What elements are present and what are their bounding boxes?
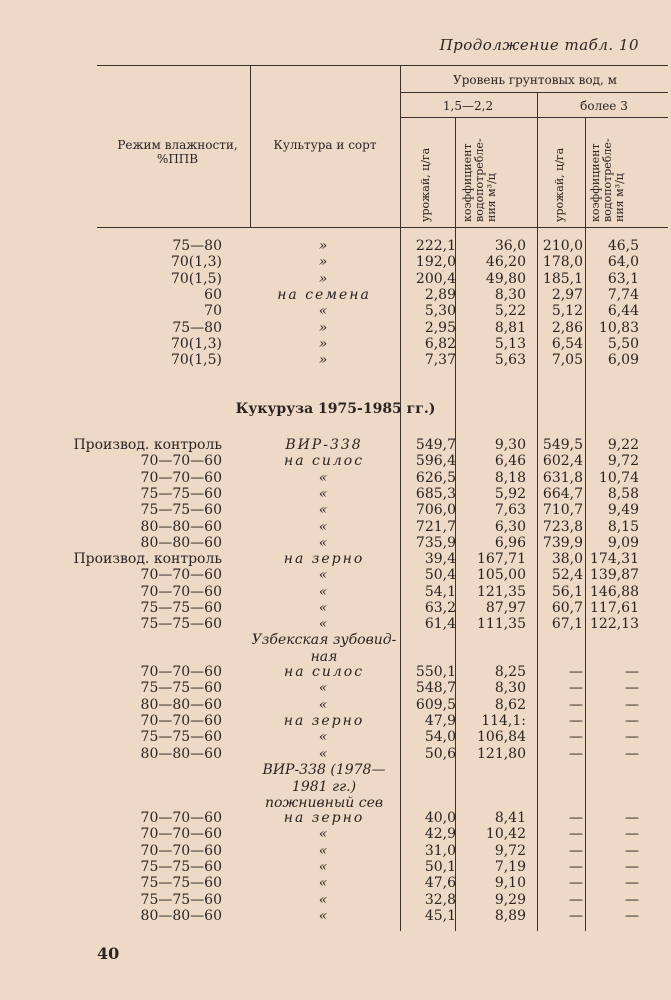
table-top-rule: [97, 65, 668, 66]
crop-cell: »: [318, 238, 330, 254]
header-level-2: более 3: [580, 99, 628, 113]
yield-2-cell: —: [569, 907, 583, 924]
yield-2-cell: 52,4: [551, 567, 583, 584]
coef-1-cell: 8,18: [494, 469, 526, 486]
page-number: 40: [97, 944, 120, 963]
yield-1-cell: 54,0: [424, 729, 456, 746]
yield-1-cell: 626,5: [415, 469, 456, 486]
yield-1-cell: 42,9: [424, 826, 456, 843]
coef-2-cell: 10,83: [598, 319, 639, 336]
variety-vir338-years: ВИР-338 (1978— 1981 гг.): [262, 762, 386, 795]
crop-cell: «: [318, 826, 330, 843]
header-groundwater: Уровень грунтовых вод, м: [453, 73, 617, 87]
regime-cell: 80—80—60: [140, 907, 222, 924]
yield-1-cell: 550,1: [415, 664, 456, 680]
coef-2-cell: —: [625, 858, 639, 875]
coef-2-cell: —: [625, 664, 639, 680]
coef-1-cell: 121,35: [477, 583, 526, 600]
coef-1-cell: 7,63: [494, 502, 526, 519]
yield-2-cell: 7,05: [551, 352, 583, 369]
yield-2-cell: —: [569, 826, 583, 843]
crop-cell: »: [318, 270, 330, 287]
regime-cell: 75—75—60: [140, 875, 222, 892]
section-title-maize: Кукуруза 1975-1985 гг.): [235, 401, 436, 417]
coef-1-cell: 8,30: [494, 680, 526, 697]
coef-2-cell: 63,1: [607, 270, 639, 287]
coef-2-cell: —: [625, 842, 639, 859]
coef-1-cell: 8,89: [494, 907, 526, 924]
yield-1-cell: 7,37: [424, 352, 456, 369]
regime-cell: Производ. контроль: [73, 437, 222, 453]
crop-cell: «: [318, 534, 330, 551]
coef-1-cell: 5,22: [494, 303, 526, 320]
coef-2-cell: —: [625, 729, 639, 746]
regime-cell: 70(1,3): [170, 335, 222, 352]
coef-1-cell: 7,19: [494, 858, 526, 875]
crop-cell: «: [318, 858, 330, 875]
col-rule-1: [250, 65, 251, 227]
crop-cell: «: [318, 891, 330, 908]
coef-2-cell: 64,0: [607, 254, 639, 271]
crop-cell: на зерно: [283, 810, 365, 826]
crop-cell: «: [318, 469, 330, 486]
coef-1-cell: 6,30: [494, 518, 526, 535]
regime-cell: 70—70—60: [140, 842, 222, 859]
regime-cell: 70—70—60: [140, 469, 222, 486]
crop-cell: »: [318, 335, 330, 352]
coef-1-cell: 9,72: [494, 842, 526, 859]
yield-1-cell: 200,4: [415, 270, 456, 287]
yield-2-cell: 38,0: [551, 551, 583, 568]
coef-1-cell: 5,63: [494, 352, 526, 369]
regime-cell: 70(1,3): [170, 254, 222, 271]
crop-cell: »: [318, 254, 330, 271]
groundwater-rule: [400, 92, 668, 93]
crop-cell: «: [318, 907, 330, 924]
regime-cell: 80—80—60: [140, 518, 222, 535]
yield-1-cell: 192,0: [415, 254, 456, 271]
yield-1-cell: 50,6: [424, 745, 456, 762]
yield-1-cell: 50,4: [424, 567, 456, 584]
yield-1-cell: 54,1: [424, 583, 456, 600]
coef-2-cell: —: [625, 745, 639, 762]
coef-1-cell: 8,81: [494, 319, 526, 336]
crop-cell: на семена: [277, 286, 371, 303]
variety-uzbek: Узбекская зубовид- ная: [251, 632, 397, 665]
yield-1-cell: 47,6: [424, 875, 456, 892]
yield-1-cell: 706,0: [415, 502, 456, 519]
regime-cell: 70(1,5): [170, 270, 222, 287]
regime-cell: Производ. контроль: [73, 551, 222, 568]
yield-1-cell: 6,82: [424, 335, 456, 352]
yield-2-cell: 185,1: [542, 270, 583, 287]
yield-1-cell: 609,5: [415, 696, 456, 713]
yield-2-cell: 178,0: [542, 254, 583, 271]
coef-2-cell: 10,74: [598, 469, 639, 486]
crop-cell: «: [318, 600, 330, 616]
coef-2-cell: 174,31: [590, 551, 639, 568]
coef-2-cell: 8,58: [607, 485, 639, 502]
yield-2-cell: —: [569, 858, 583, 875]
crop-cell: «: [318, 842, 330, 859]
coef-2-cell: —: [625, 696, 639, 713]
yield-1-cell: 63,2: [424, 600, 456, 616]
coef-2-cell: 9,22: [607, 437, 639, 453]
regime-cell: 70—70—60: [140, 712, 222, 729]
yield-2-cell: —: [569, 680, 583, 697]
yield-2-cell: 2,97: [551, 286, 583, 303]
coef-1-cell: 8,30: [494, 286, 526, 303]
yield-1-cell: 549,7: [415, 437, 456, 453]
coef-2-cell: —: [625, 875, 639, 892]
yield-1-cell: 45,1: [424, 907, 456, 924]
yield-2-cell: —: [569, 875, 583, 892]
coef-1-cell: 8,62: [494, 696, 526, 713]
regime-cell: 70—70—60: [140, 810, 222, 826]
yield-1-cell: 596,4: [415, 453, 456, 470]
yield-2-cell: —: [569, 842, 583, 859]
coef-2-cell: 6,09: [607, 352, 639, 369]
yield-1-cell: 61,4: [424, 616, 456, 633]
coef-1-cell: 121,80: [477, 745, 526, 762]
regime-cell: 75—75—60: [140, 502, 222, 519]
crop-cell: на силос: [283, 664, 365, 680]
crop-cell: «: [318, 502, 330, 519]
coef-1-cell: 9,30: [494, 437, 526, 453]
crop-cell: «: [318, 875, 330, 892]
coef-1-cell: 111,35: [477, 616, 526, 633]
yield-2-cell: 210,0: [542, 238, 583, 254]
crop-cell: «: [318, 745, 330, 762]
yield-2-cell: —: [569, 712, 583, 729]
regime-cell: 70(1,5): [170, 352, 222, 369]
crop-cell: «: [318, 616, 330, 633]
coef-1-cell: 105,00: [477, 567, 526, 584]
coef-1-cell: 10,42: [485, 826, 526, 843]
col-rule-4: [537, 92, 538, 931]
coef-2-cell: —: [625, 810, 639, 826]
coef-2-cell: 5,50: [607, 335, 639, 352]
regime-cell: 75—75—60: [140, 858, 222, 875]
crop-cell: «: [318, 567, 330, 584]
coef-2-cell: 9,72: [607, 453, 639, 470]
coef-1-cell: 167,71: [477, 551, 526, 568]
coef-2-cell: —: [625, 680, 639, 697]
yield-2-cell: 67,1: [551, 616, 583, 633]
yield-1-cell: 721,7: [415, 518, 456, 535]
yield-1-cell: 47,9: [424, 712, 456, 729]
variety-vir338-note: пожнивный сев: [264, 795, 384, 811]
regime-cell: 80—80—60: [140, 745, 222, 762]
coef-1-cell: 6,96: [494, 534, 526, 551]
crop-cell: «: [318, 729, 330, 746]
coef-2-cell: —: [625, 826, 639, 843]
yield-2-cell: 549,5: [542, 437, 583, 453]
coef-1-cell: 106,84: [477, 729, 526, 746]
yield-2-cell: 723,8: [542, 518, 583, 535]
header-crop: Культура и сорт: [273, 138, 377, 152]
continuation-label: Продолжение табл. 10: [439, 36, 639, 54]
coef-2-cell: 9,09: [607, 534, 639, 551]
crop-cell: «: [318, 485, 330, 502]
coef-2-cell: 6,44: [607, 303, 639, 320]
coef-1-cell: 87,97: [485, 600, 526, 616]
yield-2-cell: 5,12: [551, 303, 583, 320]
yield-1-cell: 5,30: [424, 303, 456, 320]
yield-2-cell: 602,4: [542, 453, 583, 470]
yield-1-cell: 32,8: [424, 891, 456, 908]
col-rule-2: [400, 65, 401, 931]
regime-cell: 75—80: [172, 319, 222, 336]
regime-cell: 75—75—60: [140, 485, 222, 502]
yield-2-cell: 631,8: [542, 469, 583, 486]
header-coef-1: коэффициент водопотребле- ния м³/ц: [461, 138, 498, 222]
regime-cell: 70: [204, 303, 222, 320]
crop-cell: на силос: [283, 453, 365, 470]
yield-2-cell: —: [569, 891, 583, 908]
coef-1-cell: 9,10: [494, 875, 526, 892]
coef-1-cell: 8,41: [494, 810, 526, 826]
header-yield-1: урожай, ц/га: [419, 147, 432, 222]
regime-cell: 75—80: [172, 238, 222, 254]
yield-2-cell: —: [569, 810, 583, 826]
yield-1-cell: 2,95: [424, 319, 456, 336]
regime-cell: 70—70—60: [140, 567, 222, 584]
col-rule-5: [585, 117, 586, 931]
coef-2-cell: 9,49: [607, 502, 639, 519]
yield-2-cell: 56,1: [551, 583, 583, 600]
yield-1-cell: 39,4: [424, 551, 456, 568]
coef-1-cell: 114,1:: [481, 712, 526, 729]
regime-cell: 80—80—60: [140, 696, 222, 713]
coef-2-cell: —: [625, 891, 639, 908]
yield-1-cell: 2,89: [424, 286, 456, 303]
coef-2-cell: 46,5: [607, 238, 639, 254]
regime-cell: 75—75—60: [140, 600, 222, 616]
crop-cell: на зерно: [283, 551, 365, 568]
yield-1-cell: 548,7: [415, 680, 456, 697]
coef-1-cell: 9,29: [494, 891, 526, 908]
coef-2-cell: 8,15: [607, 518, 639, 535]
crop-cell: »: [318, 319, 330, 336]
yield-2-cell: 664,7: [542, 485, 583, 502]
yield-2-cell: 710,7: [542, 502, 583, 519]
crop-cell: на зерно: [283, 712, 365, 729]
regime-cell: 70—70—60: [140, 583, 222, 600]
header-coef-2: коэффициент водопотребле- ния м³/ц: [589, 138, 626, 222]
yield-2-cell: —: [569, 696, 583, 713]
coef-2-cell: 139,87: [590, 567, 639, 584]
yield-1-cell: 685,3: [415, 485, 456, 502]
regime-cell: 60: [204, 286, 222, 303]
crop-cell: ВИР-338: [285, 437, 363, 453]
regime-cell: 70—70—60: [140, 453, 222, 470]
yield-2-cell: 739,9: [542, 534, 583, 551]
yield-2-cell: —: [569, 729, 583, 746]
coef-1-cell: 6,46: [494, 453, 526, 470]
coef-1-cell: 46,20: [485, 254, 526, 271]
yield-1-cell: 50,1: [424, 858, 456, 875]
header-regime: Режим влажности, %ППВ: [117, 138, 238, 166]
level-rule: [400, 117, 668, 118]
coef-1-cell: 49,80: [485, 270, 526, 287]
coef-1-cell: 5,92: [494, 485, 526, 502]
regime-cell: 80—80—60: [140, 534, 222, 551]
coef-2-cell: 122,13: [590, 616, 639, 633]
coef-2-cell: 117,61: [590, 600, 639, 616]
regime-cell: 70—70—60: [140, 826, 222, 843]
yield-2-cell: —: [569, 745, 583, 762]
yield-1-cell: 735,9: [415, 534, 456, 551]
crop-cell: «: [318, 680, 330, 697]
coef-2-cell: —: [625, 907, 639, 924]
coef-1-cell: 36,0: [494, 238, 526, 254]
yield-1-cell: 31,0: [424, 842, 456, 859]
header-bottom-rule: [97, 227, 668, 228]
regime-cell: 75—75—60: [140, 680, 222, 697]
yield-2-cell: 2,86: [551, 319, 583, 336]
crop-cell: »: [318, 352, 330, 369]
yield-1-cell: 222,1: [415, 238, 456, 254]
regime-cell: 70—70—60: [140, 664, 222, 680]
yield-2-cell: —: [569, 664, 583, 680]
crop-cell: «: [318, 583, 330, 600]
yield-2-cell: 60,7: [551, 600, 583, 616]
yield-1-cell: 40,0: [424, 810, 456, 826]
coef-2-cell: —: [625, 712, 639, 729]
coef-1-cell: 5,13: [494, 335, 526, 352]
header-level-1: 1,5—2,2: [442, 99, 494, 113]
crop-cell: «: [318, 518, 330, 535]
yield-2-cell: 6,54: [551, 335, 583, 352]
regime-cell: 75—75—60: [140, 729, 222, 746]
crop-cell: «: [318, 696, 330, 713]
coef-2-cell: 146,88: [590, 583, 639, 600]
coef-1-cell: 8,25: [494, 664, 526, 680]
regime-cell: 75—75—60: [140, 616, 222, 633]
header-yield-2: урожай, ц/га: [553, 147, 566, 222]
crop-cell: «: [318, 303, 330, 320]
regime-cell: 75—75—60: [140, 891, 222, 908]
coef-2-cell: 7,74: [607, 286, 639, 303]
